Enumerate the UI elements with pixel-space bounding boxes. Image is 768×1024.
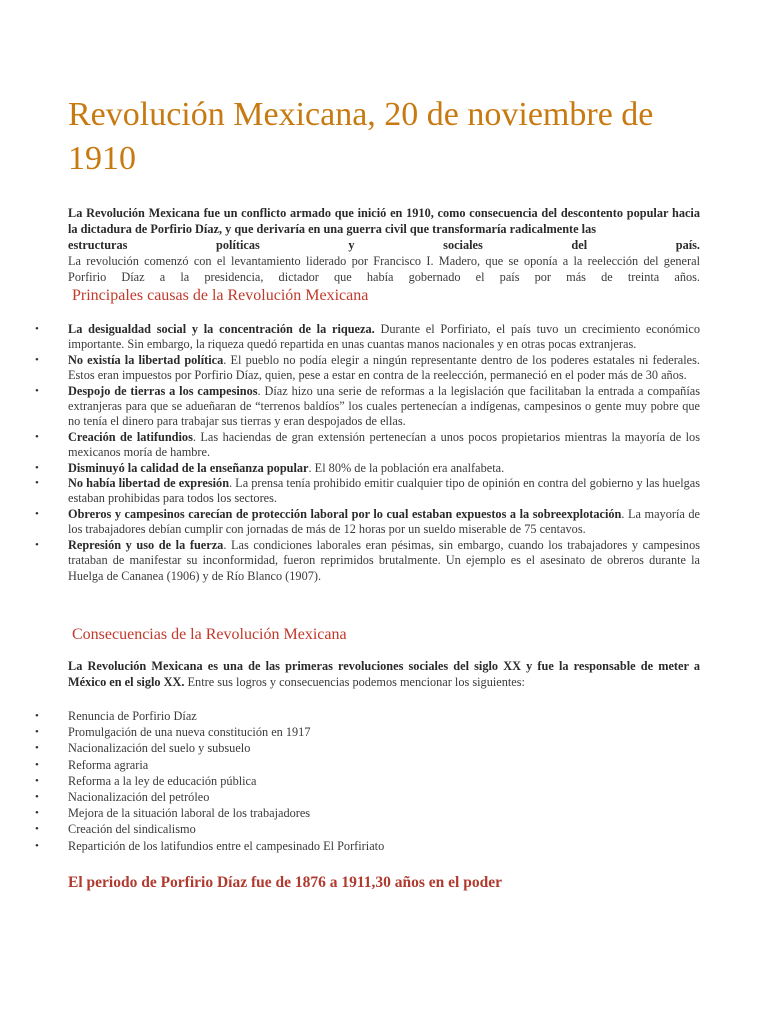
- list-item: • Mejora de la situación laboral de los trabajadores: [68, 805, 700, 821]
- cause-bold: Represión y uso de la fuerza: [68, 537, 224, 552]
- list-item: • Repartición de los latifundios entre el campesinado El Porfiriato: [68, 838, 700, 854]
- list-item: [68, 430, 700, 461]
- intro-paragraph: [68, 205, 700, 285]
- cause-bold: La desigualdad social y la concentración de la riqueza.: [68, 322, 375, 336]
- cause-text: . Díaz hizo una serie de reformas a la legislación que facilitaban la entrada a compañías extranjeras para que se adueñaran de “terrenos baldíos” los cuales pertenecían a indígenas, campesinos o gente muy pobre que no tenía el dinero para trabajar sus tierras y eran despojados de ellas.: [68, 383, 700, 429]
- cause-bold: Creación de latifundios: [68, 429, 193, 444]
- causes-heading: Principales causas de la Revolución Mexicana: [72, 287, 369, 304]
- cause-text: . El pueblo no podía elegir a ningún representante dentro de los poderes estatales ni federales. Estos eran impuestos por Porfirio Díaz, quien, pese a estar en contra de la reelección, permaneció en el poder más de 30 años.: [68, 352, 700, 383]
- cause-bold: No existía la libertad política: [68, 352, 224, 367]
- cause-bold: Disminuyó la calidad de la enseñanza popular: [68, 460, 309, 475]
- list-item: [68, 507, 700, 538]
- intro-bold-text: La Revolución Mexicana fue un conflicto armado que inició en 1910, como consecuencia del descontento popular hacia la dictadura de Porfirio Díaz, y que derivaría en una guerra civil que transformaría radicalmente las: [68, 206, 700, 236]
- cause-bold: Despojo de tierras a los campesinos: [68, 383, 258, 398]
- cause-bold: Obreros y campesinos carecían de protección laboral por lo cual estaban expuestos a la sobreexplotación: [68, 506, 622, 521]
- intro-bold-text-end: estructuras políticas y sociales del país.: [68, 238, 700, 252]
- cause-text: . La mayoría de los trabajadores debían cumplir con jornadas de más de 12 horas por un sueldo miserable de 75 centavos.: [68, 506, 700, 537]
- cause-text: . Las haciendas de gran extensión pertenecían a unos pocos propietarios mientras la mayoría de los mexicanos moría de hambre.: [68, 429, 700, 460]
- cause-text: Durante el Porfiriato, el país tuvo un crecimiento económico importante. Sin embargo, la riqueza quedó repartida en unas cuantas manos nacionales y en otras pocas extranjeras.: [68, 322, 700, 352]
- list-item: [68, 384, 700, 430]
- list-item: • Renuncia de Porfirio Díaz: [68, 708, 700, 724]
- list-item: [68, 461, 700, 476]
- consequences-list: [68, 708, 700, 854]
- consequences-intro-text: Entre sus logros y consecuencias podemos mencionar los siguientes:: [184, 675, 525, 689]
- cause-text: . Las condiciones laborales eran pésimas, sin embargo, cuando los trabajadores y campesinos trataban de manifestar su inconformidad, fueron reprimidos brutalmente. Un ejemplo es el asesinato de obreros durante la Huelga de Cananea (1906) y de Río Blanco (1907).: [68, 537, 700, 583]
- list-item: • Promulgación de una nueva constitución en 1917: [68, 724, 700, 740]
- consequences-heading: Consecuencias de la Revolución Mexicana: [72, 626, 347, 643]
- list-item: • Creación del sindicalismo: [68, 821, 700, 837]
- list-item: [68, 353, 700, 384]
- intro-normal-text: La revolución comenzó con el levantamiento liderado por Francisco I. Madero, que se oponía a la reelección del general Porfirio Díaz a la presidencia, dictador que había gobernado el país por más de treinta años.: [68, 254, 700, 284]
- list-item: • Reforma agraria: [68, 757, 700, 773]
- list-item: [68, 538, 700, 584]
- causes-list: [68, 322, 700, 584]
- consequences-intro-bold: La Revolución Mexicana es una de las primeras revoluciones sociales del siglo XX y fue la responsable de meter a México en el siglo XX.: [68, 659, 700, 689]
- cause-bold: No había libertad de expresión: [68, 476, 230, 491]
- list-item: • Reforma a la ley de educación pública: [68, 773, 700, 789]
- page-title: Revolución Mexicana, 20 de noviembre de 1910: [68, 96, 654, 177]
- list-item: [68, 322, 700, 353]
- list-item: • Nacionalización del petróleo: [68, 789, 700, 805]
- cause-text: . El 80% de la población era analfabeta.: [308, 460, 505, 475]
- cause-text: . La prensa tenía prohibido emitir cualquier tipo de opinión en contra del gobierno y las huelgas estaban prohibidas para todos los sectores.: [68, 476, 700, 506]
- list-item: • Nacionalización del suelo y subsuelo: [68, 740, 700, 756]
- consequences-intro: [68, 658, 700, 690]
- porfirio-period-heading: El periodo de Porfirio Díaz fue de 1876 a 1911,30 años en el poder: [68, 874, 502, 891]
- list-item: [68, 476, 700, 507]
